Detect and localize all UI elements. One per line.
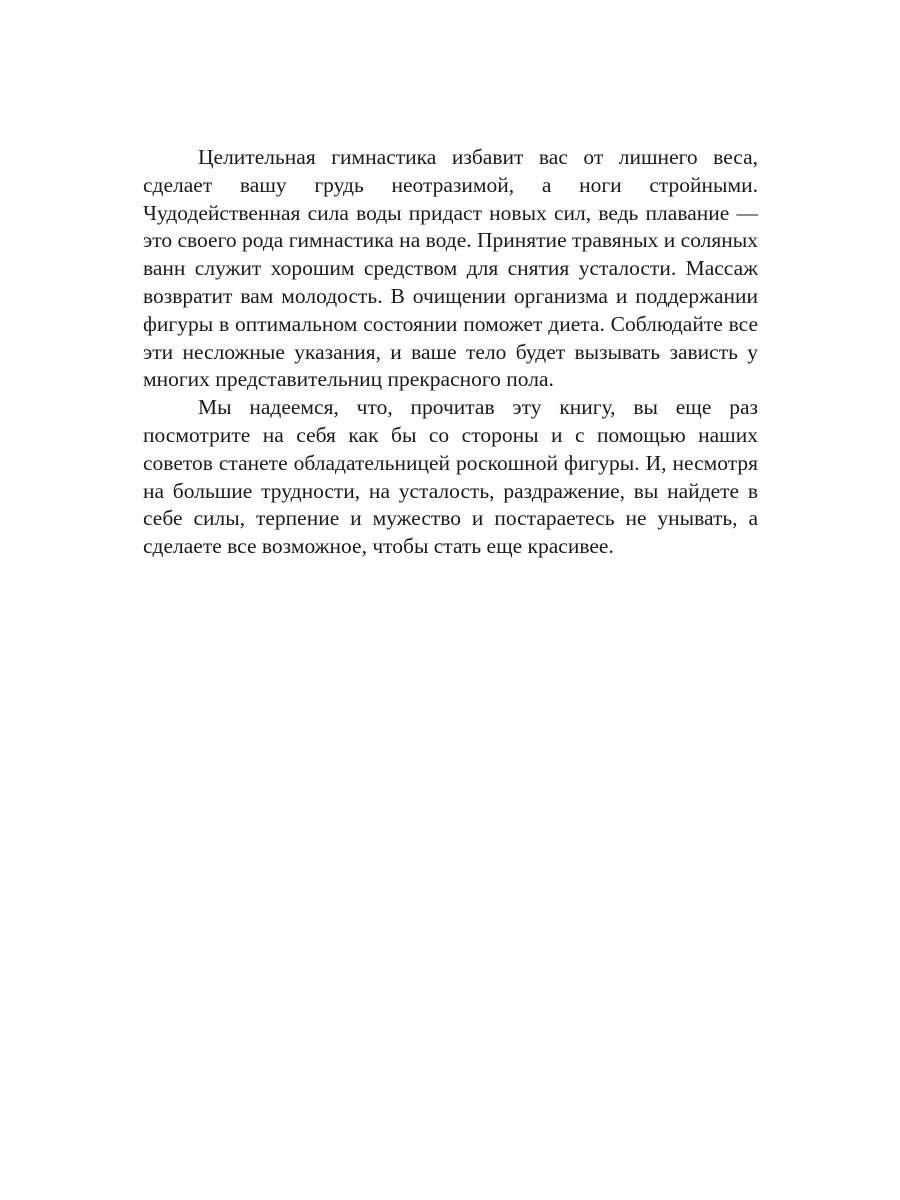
body-text	[143, 144, 758, 561]
paragraph-2: Мы надеемся, что, прочитав эту книгу, вы еще раз посмотрите на себя как бы со стороны и с помощью наших советов станете обладательницей роскошной фигуры. И, несмотря на большие трудности, на усталость, раздражение, вы найдете в себе силы, терпение и мужество и постараетесь не унывать, а сделаете все возможное, чтобы стать еще красивее.	[143, 395, 758, 559]
paragraph-1: Целительная гимнастика избавит вас от лишнего веса, сделает вашу грудь неотразимой, а ноги стройными. Чудодейственная сила воды придаст новых сил, ведь плавание — это своего рода гимнастика на воде. Принятие травяных и соляных ванн служит хорошим средством для снятия усталости. Массаж возвратит вам молодость. В очищении организма и поддержании фигуры в оптимальном состоянии поможет диета. Соблюдайте все эти несложные указания, и ваше тело будет вызывать зависть у многих представительниц прекрасного пола.	[143, 145, 758, 392]
